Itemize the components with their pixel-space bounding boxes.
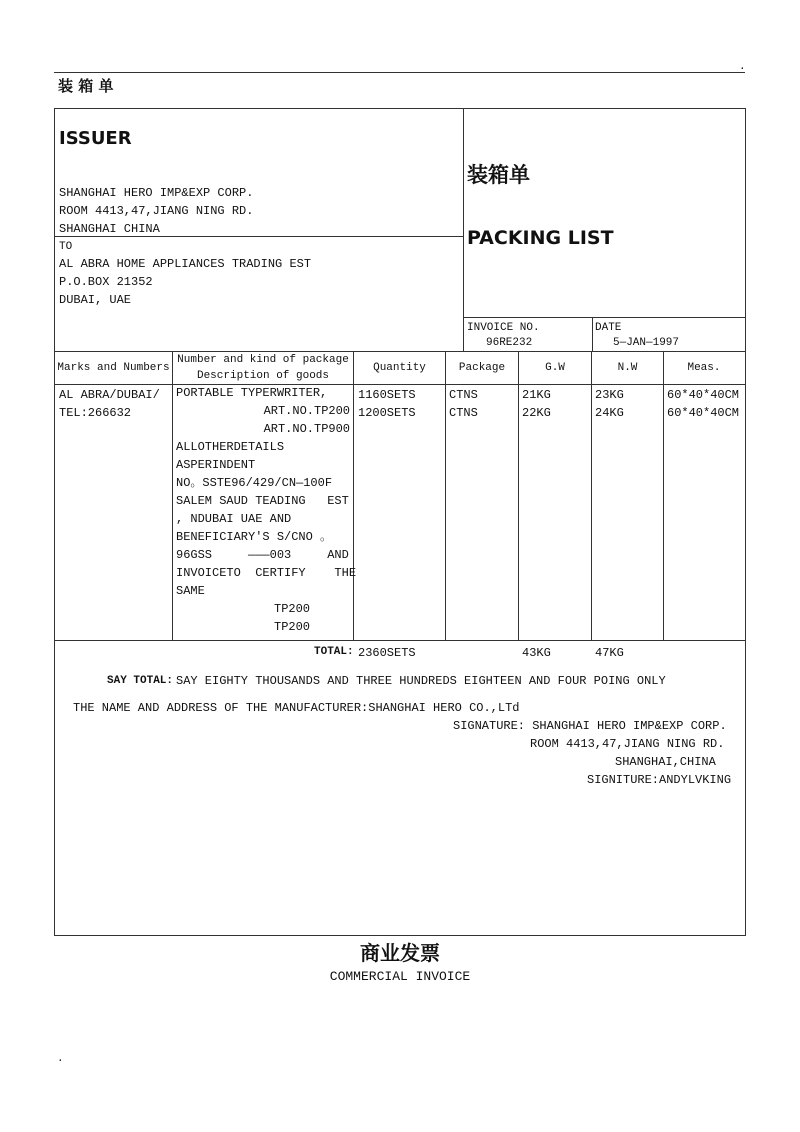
footer-title-en: COMMERCIAL INVOICE xyxy=(329,969,471,984)
total-quantity: 2360SETS xyxy=(358,646,416,660)
to-label: TO xyxy=(59,241,73,253)
table-bottom-rule xyxy=(54,640,745,641)
signature-line: SIGNATURE: SHANGHAI HERO IMP&EXP CORP. xyxy=(453,719,727,733)
goods-line: PORTABLE TYPERWRITER, xyxy=(176,386,328,400)
col-line xyxy=(353,351,354,640)
table-header-rule xyxy=(54,384,745,385)
header-nw: N.W xyxy=(617,362,638,374)
title-invoice-divider xyxy=(463,317,745,318)
signature-line: ROOM 4413,47,JIANG NING RD. xyxy=(530,737,725,751)
title-cn: 装箱单 xyxy=(467,163,530,187)
total-label: TOTAL: xyxy=(314,646,354,658)
say-total-text: SAY EIGHTY THOUSANDS AND THREE HUNDREDS EIGHTEEN AND FOUR POING ONLY xyxy=(176,674,666,688)
row-2-nw: 24KG xyxy=(595,406,624,420)
goods-line: INVOICETO CERTIFY THE xyxy=(176,566,357,580)
manufacturer-line: THE NAME AND ADDRESS OF THE MANUFACTURER:SHANGHAI HERO CO.,LTd xyxy=(73,701,520,715)
header-marks: Marks and Numbers xyxy=(57,362,170,374)
goods-line: SALEM SAUD TEADING EST xyxy=(176,494,349,508)
row-1-meas: 60*40*40CM xyxy=(667,388,740,402)
to-line: DUBAI, UAE xyxy=(59,293,132,307)
row-1-nw: 23KG xyxy=(595,388,624,402)
row-1-package: CTNS xyxy=(449,388,478,402)
top-rule xyxy=(54,72,745,73)
corner-dot-bottom: . xyxy=(57,1053,64,1065)
signature-line: SIGNITURE:ANDYLVKING xyxy=(587,773,732,787)
header-quantity: Quantity xyxy=(373,362,426,374)
row-2-gw: 22KG xyxy=(522,406,551,420)
goods-line: ASPERINDENT xyxy=(176,458,256,472)
header-meas: Meas. xyxy=(687,362,721,374)
date-value: 5—JAN—1997 xyxy=(613,337,680,349)
header-package: Package xyxy=(458,362,506,374)
row-2-package: CTNS xyxy=(449,406,478,420)
col-line xyxy=(445,351,446,640)
corner-dot-top: . xyxy=(739,61,746,73)
header-table-divider xyxy=(54,351,745,352)
row-1-quantity: 1160SETS xyxy=(358,388,416,402)
page-heading: 装 箱 单 xyxy=(58,77,114,95)
goods-art-no: ART.NO.TP200 xyxy=(263,404,350,418)
say-total-label: SAY TOTAL: xyxy=(107,675,174,687)
goods-line: NO。SSTE96/429/CN—100F xyxy=(176,476,333,490)
goods-art-no: ART.NO.TP900 xyxy=(263,422,350,436)
marks-line: TEL:266632 xyxy=(59,406,132,420)
to-line: P.O.BOX 21352 xyxy=(59,275,153,289)
header-goods-2: Description of goods xyxy=(196,370,330,382)
row-1-gw: 21KG xyxy=(522,388,551,402)
invoice-no-value: 96RE232 xyxy=(486,337,533,349)
total-gw: 43KG xyxy=(522,646,551,660)
issuer-label: ISSUER xyxy=(59,128,132,149)
issuer-line: ROOM 4413,47,JIANG NING RD. xyxy=(59,204,254,218)
goods-line: BENEFICIARY'S S/CNO 。 xyxy=(176,530,333,544)
col-line xyxy=(172,351,173,640)
date-label: DATE xyxy=(595,322,622,334)
goods-line: 96GSS ———003 AND xyxy=(176,548,349,562)
header-gw: G.W xyxy=(545,362,565,374)
row-2-meas: 60*40*40CM xyxy=(667,406,740,420)
col-line xyxy=(591,351,592,640)
invoice-no-label: INVOICE NO. xyxy=(467,322,540,334)
goods-tp: TP200 xyxy=(274,620,311,634)
col-line xyxy=(518,351,519,640)
goods-tp: TP200 xyxy=(274,602,311,616)
issuer-line: SHANGHAI HERO IMP&EXP CORP. xyxy=(59,186,254,200)
invoice-date-divider xyxy=(592,317,593,351)
total-nw: 47KG xyxy=(595,646,624,660)
goods-line: ALLOTHERDETAILS xyxy=(176,440,285,454)
marks-line: AL ABRA/DUBAI/ xyxy=(59,388,160,402)
col-line xyxy=(663,351,664,640)
row-2-quantity: 1200SETS xyxy=(358,406,416,420)
header-divider xyxy=(463,108,464,351)
title-en: PACKING LIST xyxy=(467,227,614,249)
to-line: AL ABRA HOME APPLIANCES TRADING EST xyxy=(59,257,312,271)
issuer-line: SHANGHAI CHINA xyxy=(59,222,160,236)
goods-line: SAME xyxy=(176,584,205,598)
footer-title-cn: 商业发票 xyxy=(360,941,440,965)
goods-line: , NDUBAI UAE AND xyxy=(176,512,292,526)
signature-line: SHANGHAI,CHINA xyxy=(615,755,716,769)
header-goods-1: Number and kind of package xyxy=(177,354,349,366)
